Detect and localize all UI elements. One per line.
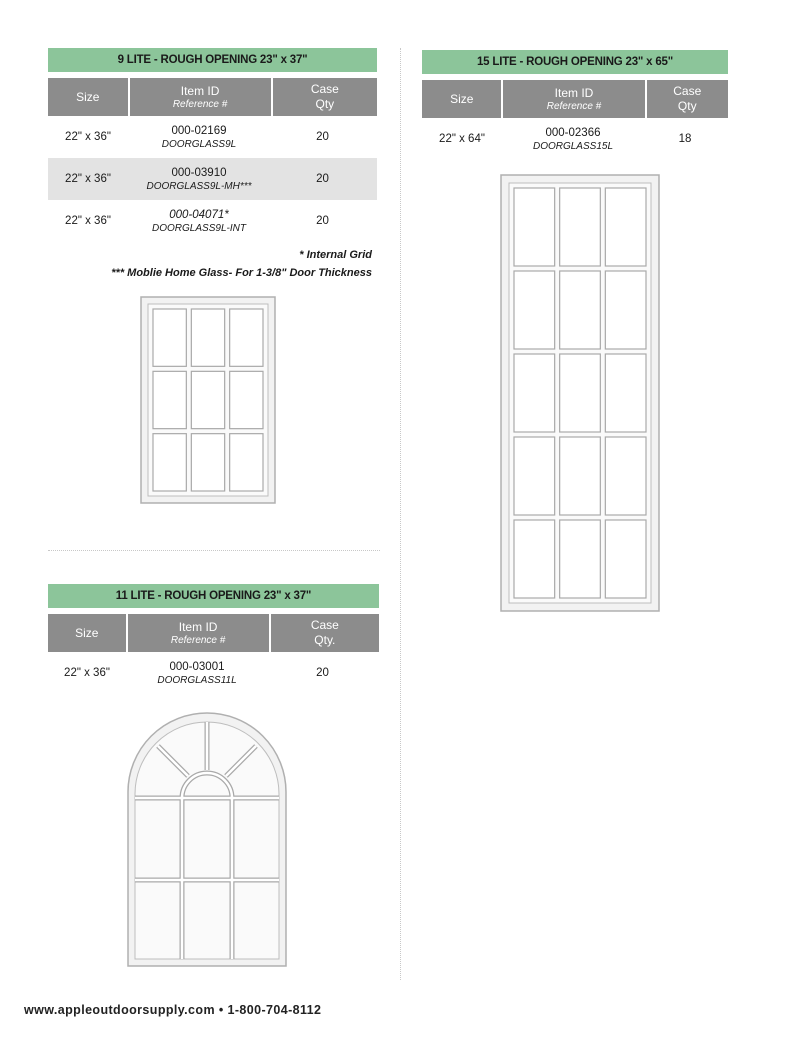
glass-pane (605, 188, 646, 266)
header-item-id-label: Item ID (180, 83, 220, 98)
glass-pane (514, 437, 555, 515)
glass-pane (514, 188, 555, 266)
header-case-qty (271, 614, 379, 652)
header-size: Size (422, 80, 503, 118)
header-item-id-label: Item ID (178, 619, 218, 634)
cell-reference: DOORGLASS9L-MH*** (146, 180, 252, 192)
glass-pane (605, 354, 646, 432)
table-header (48, 78, 377, 116)
fifteen-lite-door-glass-image (500, 174, 662, 614)
glass-pane (230, 309, 263, 366)
glass-pane (560, 520, 601, 598)
glass-pane (605, 437, 646, 515)
nine-lite-door-glass-image (140, 296, 280, 506)
table-header (48, 614, 379, 652)
cell-reference: DOORGLASS9L (161, 138, 237, 150)
header-size: Size (48, 614, 128, 652)
column-divider (400, 48, 401, 980)
cell-size: 22" x 36" (65, 131, 111, 143)
header-reference-label: Reference # (546, 100, 602, 112)
cell-item (128, 158, 270, 200)
header-case-qty (273, 78, 377, 116)
cell-item-id: 000-03910 (171, 166, 227, 179)
note-internal-grid: * Internal Grid (299, 249, 372, 261)
cell-item-id: 000-02169 (171, 124, 227, 137)
cell-reference: DOORGLASS9L-INT (152, 222, 246, 234)
table-header (422, 80, 728, 118)
table-row (48, 652, 379, 694)
table-row (422, 118, 728, 160)
header-item-id (128, 614, 271, 652)
glass-pane (560, 188, 601, 266)
cell-size: 22" x 64" (439, 133, 485, 145)
cell-qty: 20 (316, 131, 329, 143)
section-title: 15 LITE - ROUGH OPENING 23" x 65" (422, 50, 728, 74)
header-qty-label: Qty. (314, 633, 336, 647)
glass-pane (514, 520, 555, 598)
cell-reference: DOORGLASS15L (532, 140, 614, 152)
table-row (48, 116, 377, 158)
cell-qty: 20 (316, 667, 329, 679)
cell-item (126, 652, 268, 694)
glass-pane (191, 434, 224, 491)
cell-size: 22" x 36" (65, 215, 111, 227)
header-item-id (130, 78, 273, 116)
header-reference-label: Reference # (172, 98, 228, 110)
cell-item (502, 118, 644, 160)
section-title: 9 LITE - ROUGH OPENING 23" x 37" (48, 48, 377, 72)
note-mobile-home-glass: *** Moblie Home Glass- For 1-3/8" Door Thickness (111, 267, 372, 279)
cell-qty: 20 (316, 215, 329, 227)
glass-pane (153, 371, 186, 428)
header-item-id-label: Item ID (554, 85, 594, 100)
glass-pane (605, 520, 646, 598)
footer-contact: www.appleoutdoorsupply.com • 1-800-704-8112 (24, 1003, 322, 1017)
cell-item (128, 200, 270, 242)
header-qty-label: Qty (315, 97, 335, 111)
section-divider (48, 550, 380, 551)
table-row (48, 200, 377, 242)
glass-pane (153, 309, 186, 366)
glass-pane (514, 354, 555, 432)
header-case-label: Case (673, 84, 702, 98)
cell-qty: 18 (678, 133, 692, 145)
header-case-label: Case (310, 618, 339, 632)
glass-pane (560, 354, 601, 432)
header-case-label: Case (310, 82, 339, 96)
header-reference-label: Reference # (170, 634, 226, 646)
header-case-qty (647, 80, 728, 118)
glass-pane (560, 437, 601, 515)
glass-pane (605, 271, 646, 349)
header-item-id (503, 80, 646, 118)
glass-pane (514, 271, 555, 349)
cell-size: 22" x 36" (65, 173, 111, 185)
header-qty-label: Qty (677, 99, 697, 113)
glass-pane (230, 434, 263, 491)
glass-pane (153, 434, 186, 491)
glass-pane (191, 309, 224, 366)
cell-item-id: 000-04071* (169, 208, 229, 221)
cell-reference: DOORGLASS11L (157, 674, 237, 686)
cell-item (128, 116, 270, 158)
cell-size: 22" x 36" (64, 667, 110, 679)
cell-qty: 20 (316, 173, 329, 185)
cell-item-id: 000-03001 (169, 660, 225, 673)
cell-item-id: 000-02366 (545, 126, 601, 139)
section-title: 11 LITE - ROUGH OPENING 23" x 37" (48, 584, 379, 608)
glass-pane (230, 371, 263, 428)
header-size: Size (48, 78, 130, 116)
table-row (48, 158, 377, 200)
glass-pane (560, 271, 601, 349)
eleven-lite-arched-door-glass-image (124, 708, 290, 970)
glass-pane (191, 371, 224, 428)
